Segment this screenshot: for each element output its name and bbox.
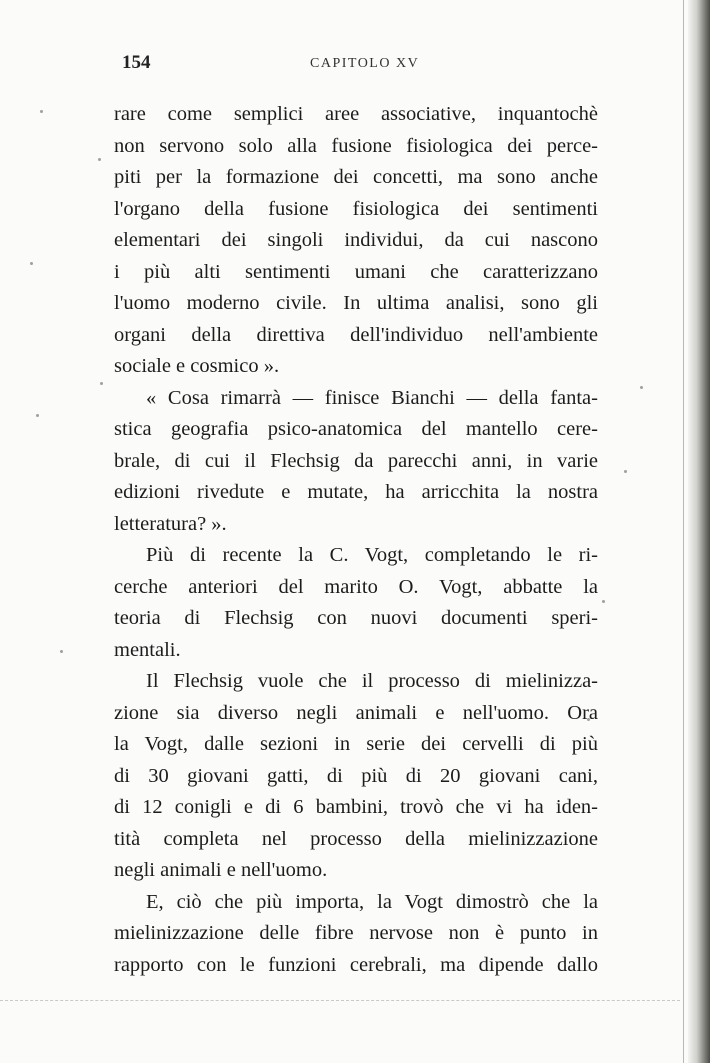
scan-speck	[98, 158, 101, 161]
binding-edge-line	[683, 0, 684, 1063]
text-line: sociale e cosmico ».	[114, 355, 280, 377]
text-line: mielinizzazione delle fibre nervose non è punto in	[114, 922, 598, 944]
text-line: brale, di cui il Flechsig da parecchi anni, in varie	[114, 449, 598, 472]
text-line: elementari dei singoli individui, da cui nascono	[114, 229, 598, 251]
text-line: negli animali e nell'uomo.	[114, 859, 328, 881]
text-line: rare come semplici aree associative, inquantochè	[114, 103, 598, 125]
scan-speck	[624, 470, 627, 473]
text-line: organi della direttiva dell'individuo nell'ambiente	[114, 323, 598, 346]
scan-speck	[60, 650, 63, 653]
scan-speck	[36, 414, 39, 417]
text-line: piti per la formazione dei concetti, ma sono anche	[114, 166, 598, 188]
text-line: la Vogt, dalle sezioni in serie dei cervelli di più	[114, 733, 598, 755]
scan-speck	[640, 386, 643, 389]
text-line: tità completa nel processo della mielinizzazione	[114, 827, 598, 850]
text-line: stica geografia psico-anatomica del mantello cere-	[114, 418, 598, 440]
text-line: l'organo della fusione fisiologica dei sentimenti	[114, 197, 598, 220]
book-binding-edge	[688, 0, 710, 1063]
text-line: letteratura? ».	[114, 512, 227, 535]
text-line: « Cosa rimarrà — finisce Bianchi — della fanta-	[146, 386, 598, 409]
text-line: E, ciò che più importa, la Vogt dimostrò che la	[146, 890, 598, 913]
scan-speck	[100, 382, 103, 385]
text-line: di 30 giovani gatti, di più di 20 giovani cani,	[114, 764, 598, 787]
scan-speck	[30, 262, 33, 265]
running-header	[118, 52, 638, 82]
chapter-title: CAPITOLO XV	[310, 56, 420, 71]
text-line: i più alti sentimenti umani che caratterizzano	[114, 260, 598, 283]
text-line: Più di recente la C. Vogt, completando le ri-	[146, 544, 598, 566]
text-line: edizioni rivedute e mutate, ha arricchita la nostra	[114, 481, 598, 503]
text-line: di 12 conigli e di 6 bambini, trovò che vi ha iden-	[114, 796, 598, 818]
text-line: Il Flechsig vuole che il processo di mielinizza-	[146, 670, 598, 692]
text-line: rapporto con le funzioni cerebrali, ma dipende dallo	[114, 953, 598, 976]
body-text	[114, 99, 598, 981]
scan-speck	[40, 110, 43, 113]
text-line: teoria di Flechsig con nuovi documenti speri-	[114, 607, 598, 629]
text-line: zione sia diverso negli animali e nell'uomo. Ora	[114, 701, 598, 724]
scan-speck	[602, 600, 605, 603]
text-line: cerche anteriori del marito O. Vogt, abbatte la	[114, 575, 598, 598]
text-line: non servono solo alla fusione fisiologica dei perce-	[114, 134, 598, 157]
page-number: 154	[122, 52, 151, 73]
page-bottom-edge	[0, 1000, 680, 1002]
text-line: mentali.	[114, 638, 181, 661]
text-line: l'uomo moderno civile. In ultima analisi, sono gli	[114, 292, 598, 314]
